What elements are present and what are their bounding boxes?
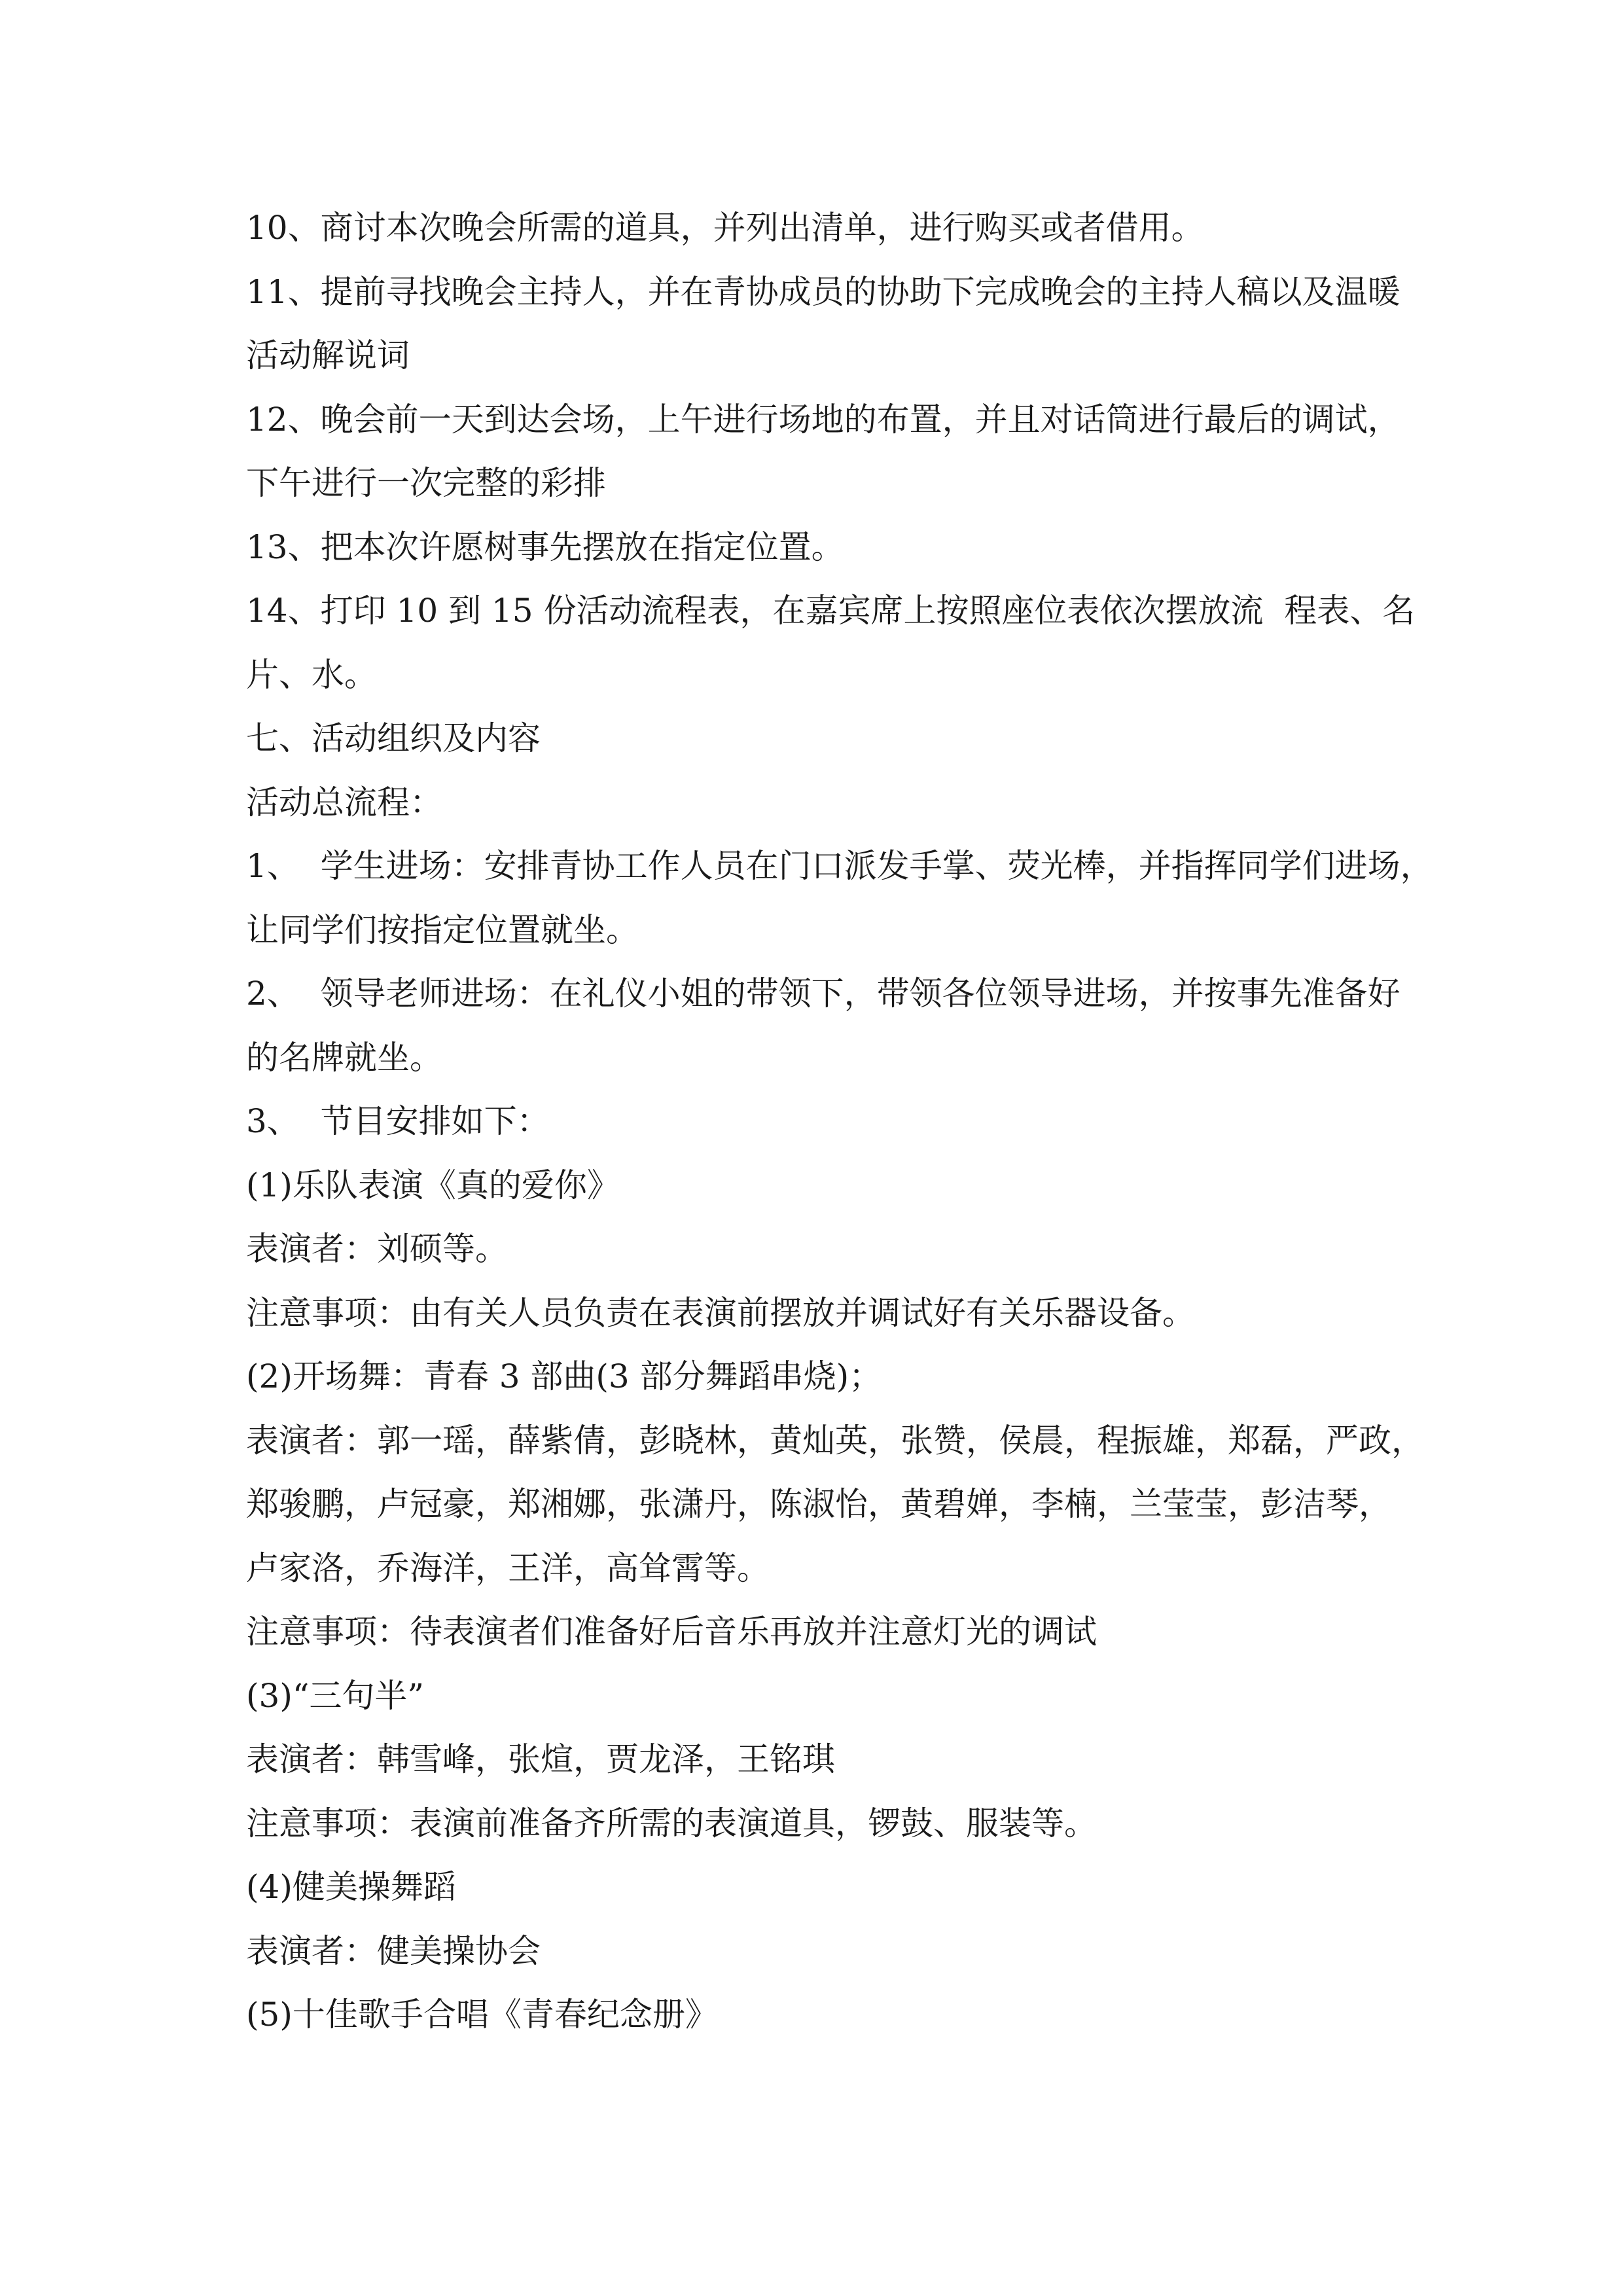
program-1-title: (1)乐队表演《真的爱你》 xyxy=(246,1166,620,1204)
document-body xyxy=(246,196,1433,2047)
text-line-11-host: 11、提前寻找晚会主持人，并在青协成员的协助下完成晚会的主持人稿以及温暖 xyxy=(246,272,1400,311)
flow-item-3: 3、 节目安排如下： xyxy=(246,1102,550,1140)
text-line-13-wish-tree: 13、把本次许愿树事先摆放在指定位置。 xyxy=(246,528,844,566)
subheading-overall-flow: 活动总流程： xyxy=(246,783,442,821)
text-line-11-host-cont: 活动解说词 xyxy=(246,336,410,374)
text-line-12-venue-cont: 下午进行一次完整的彩排 xyxy=(246,464,606,502)
program-3-notes: 注意事项：表演前准备齐所需的表演道具，锣鼓、服装等。 xyxy=(246,1804,1097,1842)
text-line-10-props: 10、商讨本次晚会所需的道具，并列出清单，进行购买或者借用。 xyxy=(246,209,1204,247)
program-4-performers: 表演者：健美操协会 xyxy=(246,1931,541,1970)
text-line-12-venue: 12、晚会前一天到达会场，上午进行场地的布置，并且对话筒进行最后的调试， xyxy=(246,400,1400,439)
program-1-notes: 注意事项：由有关人员负责在表演前摆放并调试好有关乐器设备。 xyxy=(246,1293,1195,1332)
program-5-title: (5)十佳歌手合唱《青春纪念册》 xyxy=(246,1996,718,2034)
program-2-performers-cont-1: 郑骏鹏，卢冠豪，郑湘娜，张潇丹，陈淑怡，黄碧婵，李楠，兰莹莹，彭洁琴， xyxy=(246,1485,1391,1523)
program-2-title: (2)开场舞：青春 3 部曲(3 部分舞蹈串烧)； xyxy=(246,1357,882,1395)
flow-item-1: 1、 学生进场：安排青协工作人员在门口派发手掌、荧光棒，并指挥同学们进场， xyxy=(246,847,1433,885)
program-1-performers: 表演者：刘硕等。 xyxy=(246,1230,508,1268)
program-4-title: (4)健美操舞蹈 xyxy=(246,1868,456,1906)
program-3-title: (3)“三句半” xyxy=(246,1676,424,1715)
section-heading-seven: 七、活动组织及内容 xyxy=(246,719,541,757)
text-line-14-print: 14、打印 10 到 15 份活动流程表，在嘉宾席上按照座位表依次摆放流 程表、名 xyxy=(246,592,1416,630)
program-2-performers-cont-2: 卢家洛，乔海洋，王洋，高耸霄等。 xyxy=(246,1549,770,1587)
flow-item-2-cont: 的名牌就坐。 xyxy=(246,1038,442,1077)
program-3-performers: 表演者：韩雪峰，张煊，贾龙泽，王铭琪 xyxy=(246,1740,835,1778)
flow-item-1-cont: 让同学们按指定位置就坐。 xyxy=(246,910,639,949)
program-2-performers: 表演者：郭一瑶，薛紫倩，彭晓林，黄灿英，张赞，侯晨，程振雄，郑磊，严政， xyxy=(246,1421,1424,1460)
text-line-14-print-cont: 片、水。 xyxy=(246,655,377,694)
flow-item-2: 2、 领导老师进场：在礼仪小姐的带领下，带领各位领导进场，并按事先准备好 xyxy=(246,975,1400,1013)
program-2-notes: 注意事项：待表演者们准备好后音乐再放并注意灯光的调试 xyxy=(246,1613,1097,1651)
